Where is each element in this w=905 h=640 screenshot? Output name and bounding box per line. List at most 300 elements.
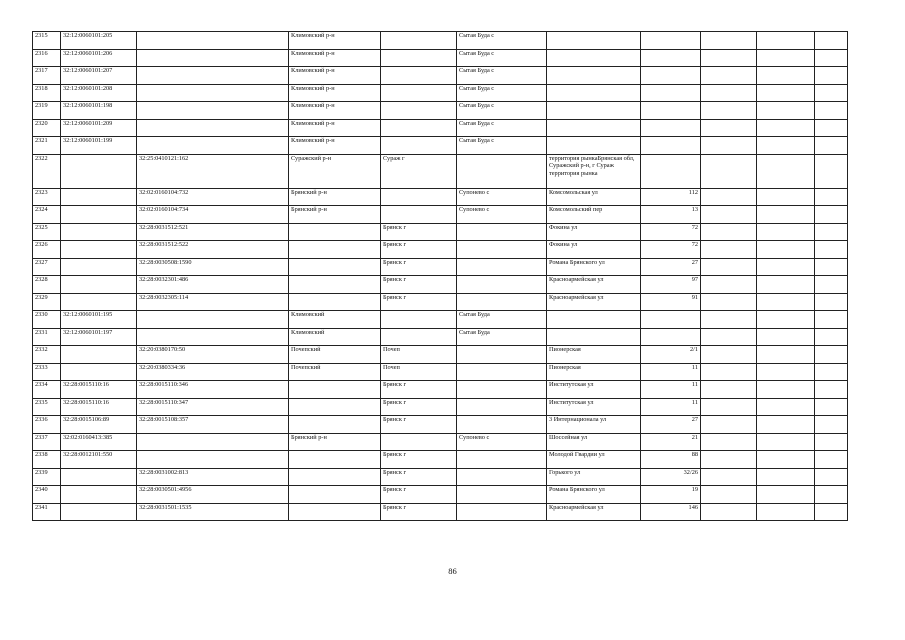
house-number-cell xyxy=(641,119,701,137)
empty-cell xyxy=(815,328,848,346)
empty-cell xyxy=(815,206,848,224)
table-row xyxy=(33,84,848,102)
village-cell xyxy=(457,346,547,364)
table-row xyxy=(33,188,848,206)
empty-cell xyxy=(757,241,815,259)
village-cell: Сытая Буда с xyxy=(457,32,547,50)
object-cadastral-number-cell xyxy=(137,102,289,120)
house-number-cell xyxy=(641,67,701,85)
empty-cell xyxy=(701,32,757,50)
house-number-cell xyxy=(641,154,701,188)
empty-cell xyxy=(757,102,815,120)
house-number-cell: 2/1 xyxy=(641,346,701,364)
empty-cell xyxy=(701,433,757,451)
district-cell: Почепский xyxy=(289,346,381,364)
row-number-cell: 2334 xyxy=(33,381,61,399)
empty-cell xyxy=(757,206,815,224)
settlement-cell xyxy=(381,433,457,451)
village-cell: Сытая Буда с xyxy=(457,137,547,155)
settlement-cell: Брянск г xyxy=(381,258,457,276)
table-row xyxy=(33,381,848,399)
district-cell: Климовский р-н xyxy=(289,119,381,137)
settlement-cell xyxy=(381,206,457,224)
settlement-cell: Брянск г xyxy=(381,398,457,416)
row-number-cell: 2320 xyxy=(33,119,61,137)
empty-cell xyxy=(757,503,815,521)
district-cell xyxy=(289,416,381,434)
settlement-cell xyxy=(381,32,457,50)
village-cell xyxy=(457,468,547,486)
village-cell xyxy=(457,241,547,259)
row-number-cell: 2315 xyxy=(33,32,61,50)
empty-cell xyxy=(757,154,815,188)
empty-cell xyxy=(815,241,848,259)
empty-cell xyxy=(701,241,757,259)
object-cadastral-number-cell: 32:25:0410121:162 xyxy=(137,154,289,188)
village-cell xyxy=(457,293,547,311)
district-cell: Климовский р-н xyxy=(289,49,381,67)
cadastral-number-cell xyxy=(61,346,137,364)
district-cell: Климовский xyxy=(289,328,381,346)
district-cell: Брянский р-н xyxy=(289,206,381,224)
settlement-cell xyxy=(381,67,457,85)
empty-cell xyxy=(701,188,757,206)
village-cell xyxy=(457,398,547,416)
cadastral-number-cell: 32:28:0012101:550 xyxy=(61,451,137,469)
district-cell: Климовский р-н xyxy=(289,102,381,120)
table-row xyxy=(33,49,848,67)
table-row xyxy=(33,346,848,364)
village-cell: Супонево с xyxy=(457,433,547,451)
street-cell: Шоссейная ул xyxy=(547,433,641,451)
house-number-cell: 72 xyxy=(641,223,701,241)
village-cell: Сытая Буда xyxy=(457,311,547,329)
empty-cell xyxy=(757,276,815,294)
empty-cell xyxy=(815,32,848,50)
empty-cell xyxy=(701,311,757,329)
street-cell: Красноармейская ул xyxy=(547,503,641,521)
empty-cell xyxy=(815,398,848,416)
table-row xyxy=(33,433,848,451)
cadastral-number-cell xyxy=(61,363,137,381)
row-number-cell: 2336 xyxy=(33,416,61,434)
settlement-cell: Брянск г xyxy=(381,503,457,521)
house-number-cell: 11 xyxy=(641,381,701,399)
object-cadastral-number-cell xyxy=(137,451,289,469)
village-cell xyxy=(457,154,547,188)
cadastral-number-cell: 32:12:0060101:206 xyxy=(61,49,137,67)
table-row xyxy=(33,241,848,259)
object-cadastral-number-cell xyxy=(137,328,289,346)
object-cadastral-number-cell: 32:20:0380334:36 xyxy=(137,363,289,381)
empty-cell xyxy=(757,363,815,381)
cadastral-number-cell xyxy=(61,293,137,311)
row-number-cell: 2340 xyxy=(33,486,61,504)
row-number-cell: 2324 xyxy=(33,206,61,224)
table-row xyxy=(33,468,848,486)
empty-cell xyxy=(815,49,848,67)
cadastral-number-cell: 32:12:0060101:205 xyxy=(61,32,137,50)
street-cell: Романа Брянского ул xyxy=(547,258,641,276)
empty-cell xyxy=(757,67,815,85)
house-number-cell: 11 xyxy=(641,363,701,381)
street-cell xyxy=(547,328,641,346)
settlement-cell: Брянск г xyxy=(381,451,457,469)
table-row xyxy=(33,258,848,276)
house-number-cell xyxy=(641,32,701,50)
empty-cell xyxy=(701,102,757,120)
object-cadastral-number-cell: 32:02:0160104:732 xyxy=(137,188,289,206)
row-number-cell: 2321 xyxy=(33,137,61,155)
village-cell: Сытая Буда с xyxy=(457,67,547,85)
empty-cell xyxy=(701,503,757,521)
object-cadastral-number-cell: 32:28:0030508:1590 xyxy=(137,258,289,276)
district-cell xyxy=(289,398,381,416)
empty-cell xyxy=(757,137,815,155)
empty-cell xyxy=(757,119,815,137)
village-cell xyxy=(457,223,547,241)
row-number-cell: 2317 xyxy=(33,67,61,85)
village-cell xyxy=(457,451,547,469)
district-cell: Почепский xyxy=(289,363,381,381)
empty-cell xyxy=(701,346,757,364)
row-number-cell: 2318 xyxy=(33,84,61,102)
street-cell: 3 Интернационала ул xyxy=(547,416,641,434)
empty-cell xyxy=(701,293,757,311)
district-cell xyxy=(289,486,381,504)
street-cell xyxy=(547,119,641,137)
row-number-cell: 2328 xyxy=(33,276,61,294)
cadastral-number-cell xyxy=(61,468,137,486)
empty-cell xyxy=(701,119,757,137)
district-cell xyxy=(289,468,381,486)
object-cadastral-number-cell: 32:28:0015110:346 xyxy=(137,381,289,399)
empty-cell xyxy=(757,49,815,67)
empty-cell xyxy=(701,363,757,381)
empty-cell xyxy=(815,258,848,276)
empty-cell xyxy=(815,363,848,381)
street-cell: Красноармейская ул xyxy=(547,293,641,311)
row-number-cell: 2338 xyxy=(33,451,61,469)
object-cadastral-number-cell: 32:28:0031512:521 xyxy=(137,223,289,241)
cadastral-number-cell: 32:12:0060101:209 xyxy=(61,119,137,137)
settlement-cell: Брянск г xyxy=(381,416,457,434)
cadastral-number-cell xyxy=(61,241,137,259)
village-cell: Сытая Буда xyxy=(457,328,547,346)
village-cell xyxy=(457,486,547,504)
district-cell: Климовский р-н xyxy=(289,137,381,155)
object-cadastral-number-cell: 32:28:0015110:347 xyxy=(137,398,289,416)
cadastral-number-cell: 32:28:0015106:89 xyxy=(61,416,137,434)
settlement-cell xyxy=(381,137,457,155)
object-cadastral-number-cell xyxy=(137,67,289,85)
settlement-cell: Брянск г xyxy=(381,381,457,399)
district-cell: Климовский р-н xyxy=(289,84,381,102)
empty-cell xyxy=(701,468,757,486)
empty-cell xyxy=(757,258,815,276)
settlement-cell: Брянск г xyxy=(381,468,457,486)
street-cell: территория рынкаБрянская обл, Суражский р-н, г Сураж территория рынка xyxy=(547,154,641,188)
empty-cell xyxy=(757,468,815,486)
district-cell: Климовский р-н xyxy=(289,67,381,85)
empty-cell xyxy=(701,416,757,434)
table-row xyxy=(33,328,848,346)
table-row xyxy=(33,311,848,329)
village-cell: Супонево с xyxy=(457,188,547,206)
row-number-cell: 2332 xyxy=(33,346,61,364)
district-cell: Брянский р-н xyxy=(289,188,381,206)
empty-cell xyxy=(815,137,848,155)
village-cell xyxy=(457,258,547,276)
settlement-cell: Почеп xyxy=(381,346,457,364)
object-cadastral-number-cell xyxy=(137,119,289,137)
empty-cell xyxy=(701,258,757,276)
table-row xyxy=(33,67,848,85)
empty-cell xyxy=(701,49,757,67)
empty-cell xyxy=(757,451,815,469)
district-cell: Брянский р-н xyxy=(289,433,381,451)
village-cell xyxy=(457,276,547,294)
empty-cell xyxy=(757,486,815,504)
row-number-cell: 2335 xyxy=(33,398,61,416)
village-cell: Сытая Буда с xyxy=(457,119,547,137)
cadastral-number-cell: 32:28:0015110:16 xyxy=(61,381,137,399)
cadastral-number-cell: 32:28:0015110:16 xyxy=(61,398,137,416)
object-cadastral-number-cell xyxy=(137,433,289,451)
empty-cell xyxy=(701,328,757,346)
cadastral-number-cell: 32:12:0060101:207 xyxy=(61,67,137,85)
cadastral-number-cell xyxy=(61,154,137,188)
empty-cell xyxy=(757,32,815,50)
table-row xyxy=(33,102,848,120)
empty-cell xyxy=(757,223,815,241)
street-cell: Фокина ул xyxy=(547,241,641,259)
house-number-cell: 27 xyxy=(641,258,701,276)
object-cadastral-number-cell: 32:02:0160104:734 xyxy=(137,206,289,224)
empty-cell xyxy=(815,223,848,241)
row-number-cell: 2330 xyxy=(33,311,61,329)
district-cell xyxy=(289,223,381,241)
table-row xyxy=(33,223,848,241)
settlement-cell: Брянск г xyxy=(381,276,457,294)
table-row xyxy=(33,293,848,311)
house-number-cell xyxy=(641,311,701,329)
table-row xyxy=(33,503,848,521)
street-cell: Молодой Гвардии ул xyxy=(547,451,641,469)
empty-cell xyxy=(701,206,757,224)
empty-cell xyxy=(701,84,757,102)
empty-cell xyxy=(757,381,815,399)
cadastral-number-cell: 32:02:0160413:385 xyxy=(61,433,137,451)
cadastral-number-cell xyxy=(61,503,137,521)
table-row xyxy=(33,486,848,504)
house-number-cell xyxy=(641,328,701,346)
object-cadastral-number-cell xyxy=(137,137,289,155)
district-cell xyxy=(289,293,381,311)
empty-cell xyxy=(701,67,757,85)
settlement-cell: Почеп xyxy=(381,363,457,381)
empty-cell xyxy=(757,398,815,416)
settlement-cell xyxy=(381,119,457,137)
row-number-cell: 2323 xyxy=(33,188,61,206)
empty-cell xyxy=(815,276,848,294)
table-row xyxy=(33,32,848,50)
settlement-cell xyxy=(381,328,457,346)
empty-cell xyxy=(757,84,815,102)
village-cell: Сытая Буда с xyxy=(457,84,547,102)
house-number-cell xyxy=(641,84,701,102)
table-row xyxy=(33,363,848,381)
village-cell: Сытая Буда с xyxy=(457,49,547,67)
row-number-cell: 2333 xyxy=(33,363,61,381)
object-cadastral-number-cell xyxy=(137,311,289,329)
cadastral-number-cell xyxy=(61,223,137,241)
cadastral-number-cell xyxy=(61,206,137,224)
street-cell xyxy=(547,84,641,102)
empty-cell xyxy=(815,346,848,364)
empty-cell xyxy=(815,67,848,85)
village-cell xyxy=(457,363,547,381)
empty-cell xyxy=(757,346,815,364)
street-cell: Фокина ул xyxy=(547,223,641,241)
object-cadastral-number-cell xyxy=(137,84,289,102)
cadastral-number-cell xyxy=(61,258,137,276)
empty-cell xyxy=(701,154,757,188)
house-number-cell: 13 xyxy=(641,206,701,224)
cadastral-number-cell: 32:12:0060101:197 xyxy=(61,328,137,346)
empty-cell xyxy=(757,293,815,311)
cadastral-number-cell xyxy=(61,486,137,504)
street-cell: Пионерская xyxy=(547,346,641,364)
district-cell: Климовский р-н xyxy=(289,32,381,50)
empty-cell xyxy=(815,381,848,399)
table-row xyxy=(33,398,848,416)
empty-cell xyxy=(815,154,848,188)
object-cadastral-number-cell: 32:28:0031002:813 xyxy=(137,468,289,486)
house-number-cell: 32/26 xyxy=(641,468,701,486)
object-cadastral-number-cell: 32:28:0031512:522 xyxy=(137,241,289,259)
empty-cell xyxy=(815,503,848,521)
row-number-cell: 2326 xyxy=(33,241,61,259)
village-cell: Супонево с xyxy=(457,206,547,224)
row-number-cell: 2329 xyxy=(33,293,61,311)
empty-cell xyxy=(815,293,848,311)
empty-cell xyxy=(701,223,757,241)
settlement-cell xyxy=(381,311,457,329)
empty-cell xyxy=(815,119,848,137)
street-cell xyxy=(547,102,641,120)
settlement-cell: Брянск г xyxy=(381,293,457,311)
street-cell: Красноармейская ул xyxy=(547,276,641,294)
street-cell xyxy=(547,311,641,329)
district-cell xyxy=(289,503,381,521)
object-cadastral-number-cell: 32:28:0031501:1535 xyxy=(137,503,289,521)
row-number-cell: 2319 xyxy=(33,102,61,120)
object-cadastral-number-cell: 32:28:0015108:357 xyxy=(137,416,289,434)
settlement-cell: Брянск г xyxy=(381,241,457,259)
empty-cell xyxy=(701,451,757,469)
cadastral-number-cell: 32:12:0060101:198 xyxy=(61,102,137,120)
empty-cell xyxy=(701,137,757,155)
street-cell: Горького ул xyxy=(547,468,641,486)
house-number-cell: 11 xyxy=(641,398,701,416)
house-number-cell: 91 xyxy=(641,293,701,311)
empty-cell xyxy=(701,398,757,416)
object-cadastral-number-cell xyxy=(137,49,289,67)
cadastral-number-cell: 32:12:0060101:208 xyxy=(61,84,137,102)
house-number-cell: 97 xyxy=(641,276,701,294)
house-number-cell: 19 xyxy=(641,486,701,504)
cadastral-number-cell xyxy=(61,276,137,294)
row-number-cell: 2341 xyxy=(33,503,61,521)
empty-cell xyxy=(757,416,815,434)
row-number-cell: 2339 xyxy=(33,468,61,486)
house-number-cell xyxy=(641,137,701,155)
empty-cell xyxy=(815,311,848,329)
empty-cell xyxy=(757,188,815,206)
district-cell: Суражский р-н xyxy=(289,154,381,188)
table-row xyxy=(33,451,848,469)
empty-cell xyxy=(701,276,757,294)
cadastral-number-cell: 32:12:0060101:199 xyxy=(61,137,137,155)
settlement-cell xyxy=(381,84,457,102)
street-cell xyxy=(547,137,641,155)
street-cell: Комсомольская ул xyxy=(547,188,641,206)
empty-cell xyxy=(815,486,848,504)
village-cell: Сытая Буда с xyxy=(457,102,547,120)
object-cadastral-number-cell: 32:28:0032301:486 xyxy=(137,276,289,294)
street-cell: Институтская ул xyxy=(547,398,641,416)
empty-cell xyxy=(815,416,848,434)
house-number-cell xyxy=(641,102,701,120)
house-number-cell: 72 xyxy=(641,241,701,259)
object-cadastral-number-cell: 32:28:0032305:114 xyxy=(137,293,289,311)
row-number-cell: 2316 xyxy=(33,49,61,67)
page-number: 86 xyxy=(448,566,457,576)
house-number-cell xyxy=(641,49,701,67)
settlement-cell xyxy=(381,188,457,206)
object-cadastral-number-cell xyxy=(137,32,289,50)
house-number-cell: 88 xyxy=(641,451,701,469)
empty-cell xyxy=(815,84,848,102)
settlement-cell xyxy=(381,102,457,120)
table-row xyxy=(33,119,848,137)
house-number-cell: 27 xyxy=(641,416,701,434)
settlement-cell xyxy=(381,49,457,67)
settlement-cell: Сураж г xyxy=(381,154,457,188)
object-cadastral-number-cell: 32:20:0380170:50 xyxy=(137,346,289,364)
district-cell: Климовский xyxy=(289,311,381,329)
house-number-cell: 146 xyxy=(641,503,701,521)
house-number-cell: 21 xyxy=(641,433,701,451)
settlement-cell: Брянск г xyxy=(381,223,457,241)
settlement-cell: Брянск г xyxy=(381,486,457,504)
table-row xyxy=(33,416,848,434)
street-cell: Пионерская xyxy=(547,363,641,381)
table-row xyxy=(33,206,848,224)
table-row xyxy=(33,154,848,188)
register-body xyxy=(33,32,848,521)
district-cell xyxy=(289,241,381,259)
street-cell: Институтская ул xyxy=(547,381,641,399)
cadastral-number-cell xyxy=(61,188,137,206)
empty-cell xyxy=(815,188,848,206)
empty-cell xyxy=(757,311,815,329)
row-number-cell: 2337 xyxy=(33,433,61,451)
cadastral-number-cell: 32:12:0060101:195 xyxy=(61,311,137,329)
village-cell xyxy=(457,503,547,521)
empty-cell xyxy=(815,433,848,451)
